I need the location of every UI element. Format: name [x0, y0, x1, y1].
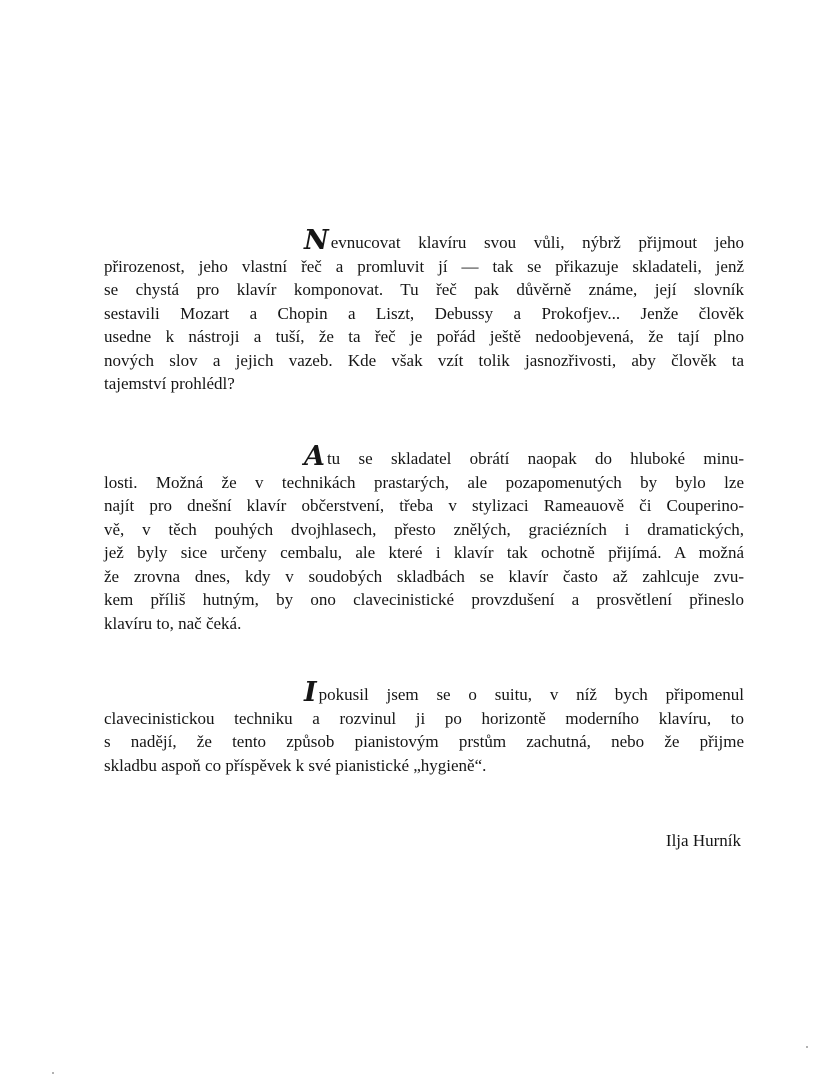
- paragraph-line: Nevnucovat klavíru svou vůli, nýbrž přijmout jeho: [304, 225, 744, 256]
- paragraph-line: tajemství prohlédl?: [104, 374, 235, 393]
- paragraph-line: clavecinistickou techniku a rozvinul ji po horizontě moderního klavíru, to: [104, 708, 744, 728]
- paragraph-1: [104, 225, 744, 396]
- scan-speck: [52, 1072, 54, 1074]
- paragraph-line: klavíru to, nač čeká.: [104, 613, 242, 633]
- paragraph-line: kem příliš hutným, by ono clavecinistické provzdušení a prosvětlení přineslo: [104, 590, 744, 609]
- drop-initial: A: [304, 441, 325, 472]
- drop-initial: I: [304, 677, 317, 708]
- paragraph-line: vě, v těch pouhých dvojhlasech, přesto znělých, graciézních i dramatických,: [104, 519, 744, 539]
- paragraph-line: nových slov a jejich vazeb. Kde však vzít tolik jasnozřivosti, aby člověk ta: [104, 350, 744, 370]
- scan-speck: [806, 1046, 808, 1048]
- paragraph-line: Atu se skladatel obrátí naopak do hluboké minu-: [304, 441, 744, 472]
- drop-initial: N: [304, 225, 329, 256]
- paragraph-line: sestavili Mozart a Chopin a Liszt, Debussy a Prokofjev... Jenže člověk: [104, 303, 744, 323]
- paragraph-2: [104, 441, 744, 635]
- paragraph-line: Ipokusil jsem se o suitu, v níž bych připomenul: [304, 677, 744, 708]
- paragraph-line: se chystá pro klavír komponovat. Tu řeč pak důvěrně známe, její slovník: [104, 280, 744, 299]
- author-signature: Ilja Hurník: [665, 831, 741, 850]
- paragraph-line: skladbu aspoň co příspěvek k své pianistické „hygieně“.: [104, 755, 487, 775]
- paragraph-line: že zrovna dnes, kdy v soudobých skladbách se klavír často až zahlcuje zvu-: [104, 566, 744, 586]
- paragraph-line: s nadějí, že tento způsob pianistovým prstům zachutná, nebo že přijme: [104, 732, 744, 751]
- paragraph-line: najít pro dnešní klavír občerstvení, třeba v stylizaci Rameauově či Couperino-: [104, 496, 744, 515]
- paragraph-line: jež byly sice určeny cembalu, ale které i klavír tak ochotně přijímá. A možná: [104, 543, 744, 562]
- paragraph-line: losti. Možná že v technikách prastarých, ale pozapomenutých by bylo lze: [104, 472, 744, 492]
- paragraph-3: [104, 677, 744, 777]
- paragraph-line: přirozenost, jeho vlastní řeč a promluvit jí — tak se přikazuje skladateli, jenž: [104, 256, 744, 276]
- paragraph-line: usedne k nástroji a tuší, že ta řeč je pořád ještě nedoobjevená, že tají plno: [104, 327, 744, 346]
